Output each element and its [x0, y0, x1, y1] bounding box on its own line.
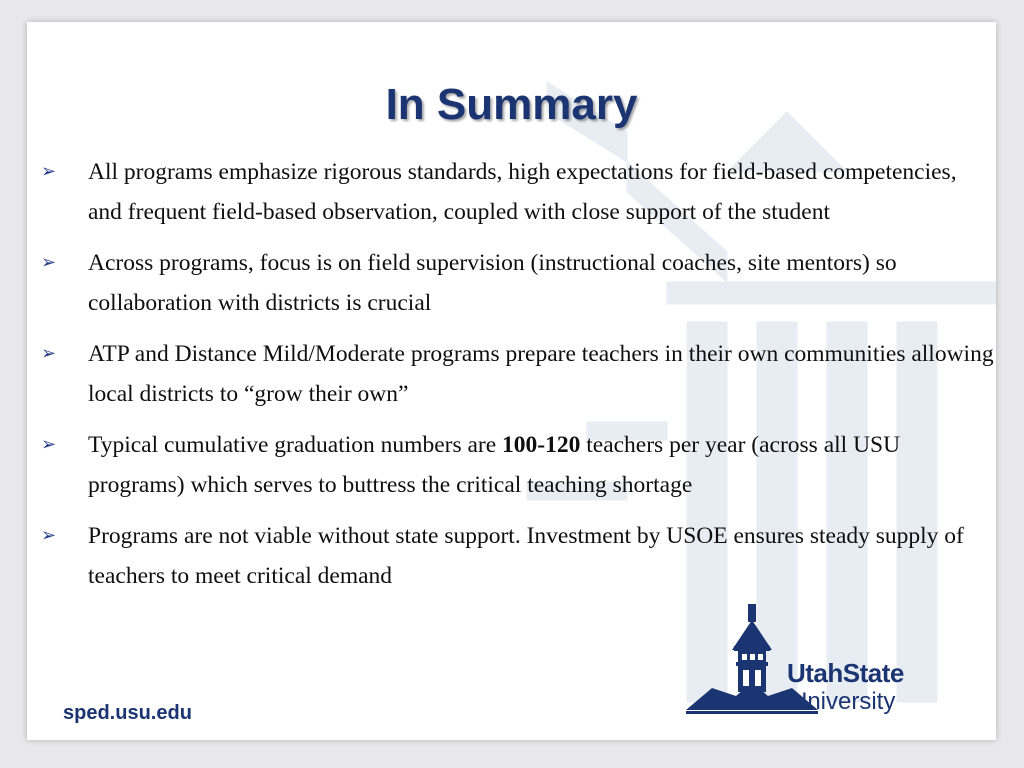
bullet-item: [41, 516, 996, 596]
bullet-item: [41, 425, 996, 505]
arrow-bullet-icon: ➢: [41, 252, 57, 273]
bullet-text: Programs are not viable without state support. Investment by USOE ensures steady supply of teachers to meet critical demand: [88, 523, 964, 589]
arrow-bullet-icon: ➢: [41, 525, 57, 546]
bullet-item: [41, 334, 996, 414]
slide-title: In Summary: [385, 80, 638, 129]
bullet-text: ATP and Distance Mild/Moderate programs prepare teachers in their own communities allowing local districts to “grow their own”: [88, 341, 994, 407]
logo-text-university: University: [790, 688, 896, 715]
bullet-text-pre: Typical cumulative graduation numbers are: [88, 432, 503, 458]
bullet-item: [41, 243, 996, 323]
logo-text-utahstate: UtahState: [787, 658, 904, 688]
arrow-bullet-icon: ➢: [41, 434, 57, 455]
footer-url-link[interactable]: sped.usu.edu: [63, 702, 192, 724]
bullet-list: [41, 152, 996, 607]
bullet-text: Across programs, focus is on field supervision (instructional coaches, site mentors) so collaboration with districts is crucial: [88, 250, 897, 316]
arrow-bullet-icon: ➢: [41, 343, 57, 364]
bullet-text-post: teachers per year (across all USU programs) which serves to buttress the critical teaching shortage: [88, 432, 901, 498]
bullet-text: All programs emphasize rigorous standards, high expectations for field-based competencies, and frequent field-based observation, coupled with close support of the student: [88, 159, 957, 225]
bullet-item: [41, 152, 996, 232]
graduation-numbers-highlight: 100-120: [502, 432, 581, 458]
arrow-bullet-icon: ➢: [41, 161, 57, 182]
